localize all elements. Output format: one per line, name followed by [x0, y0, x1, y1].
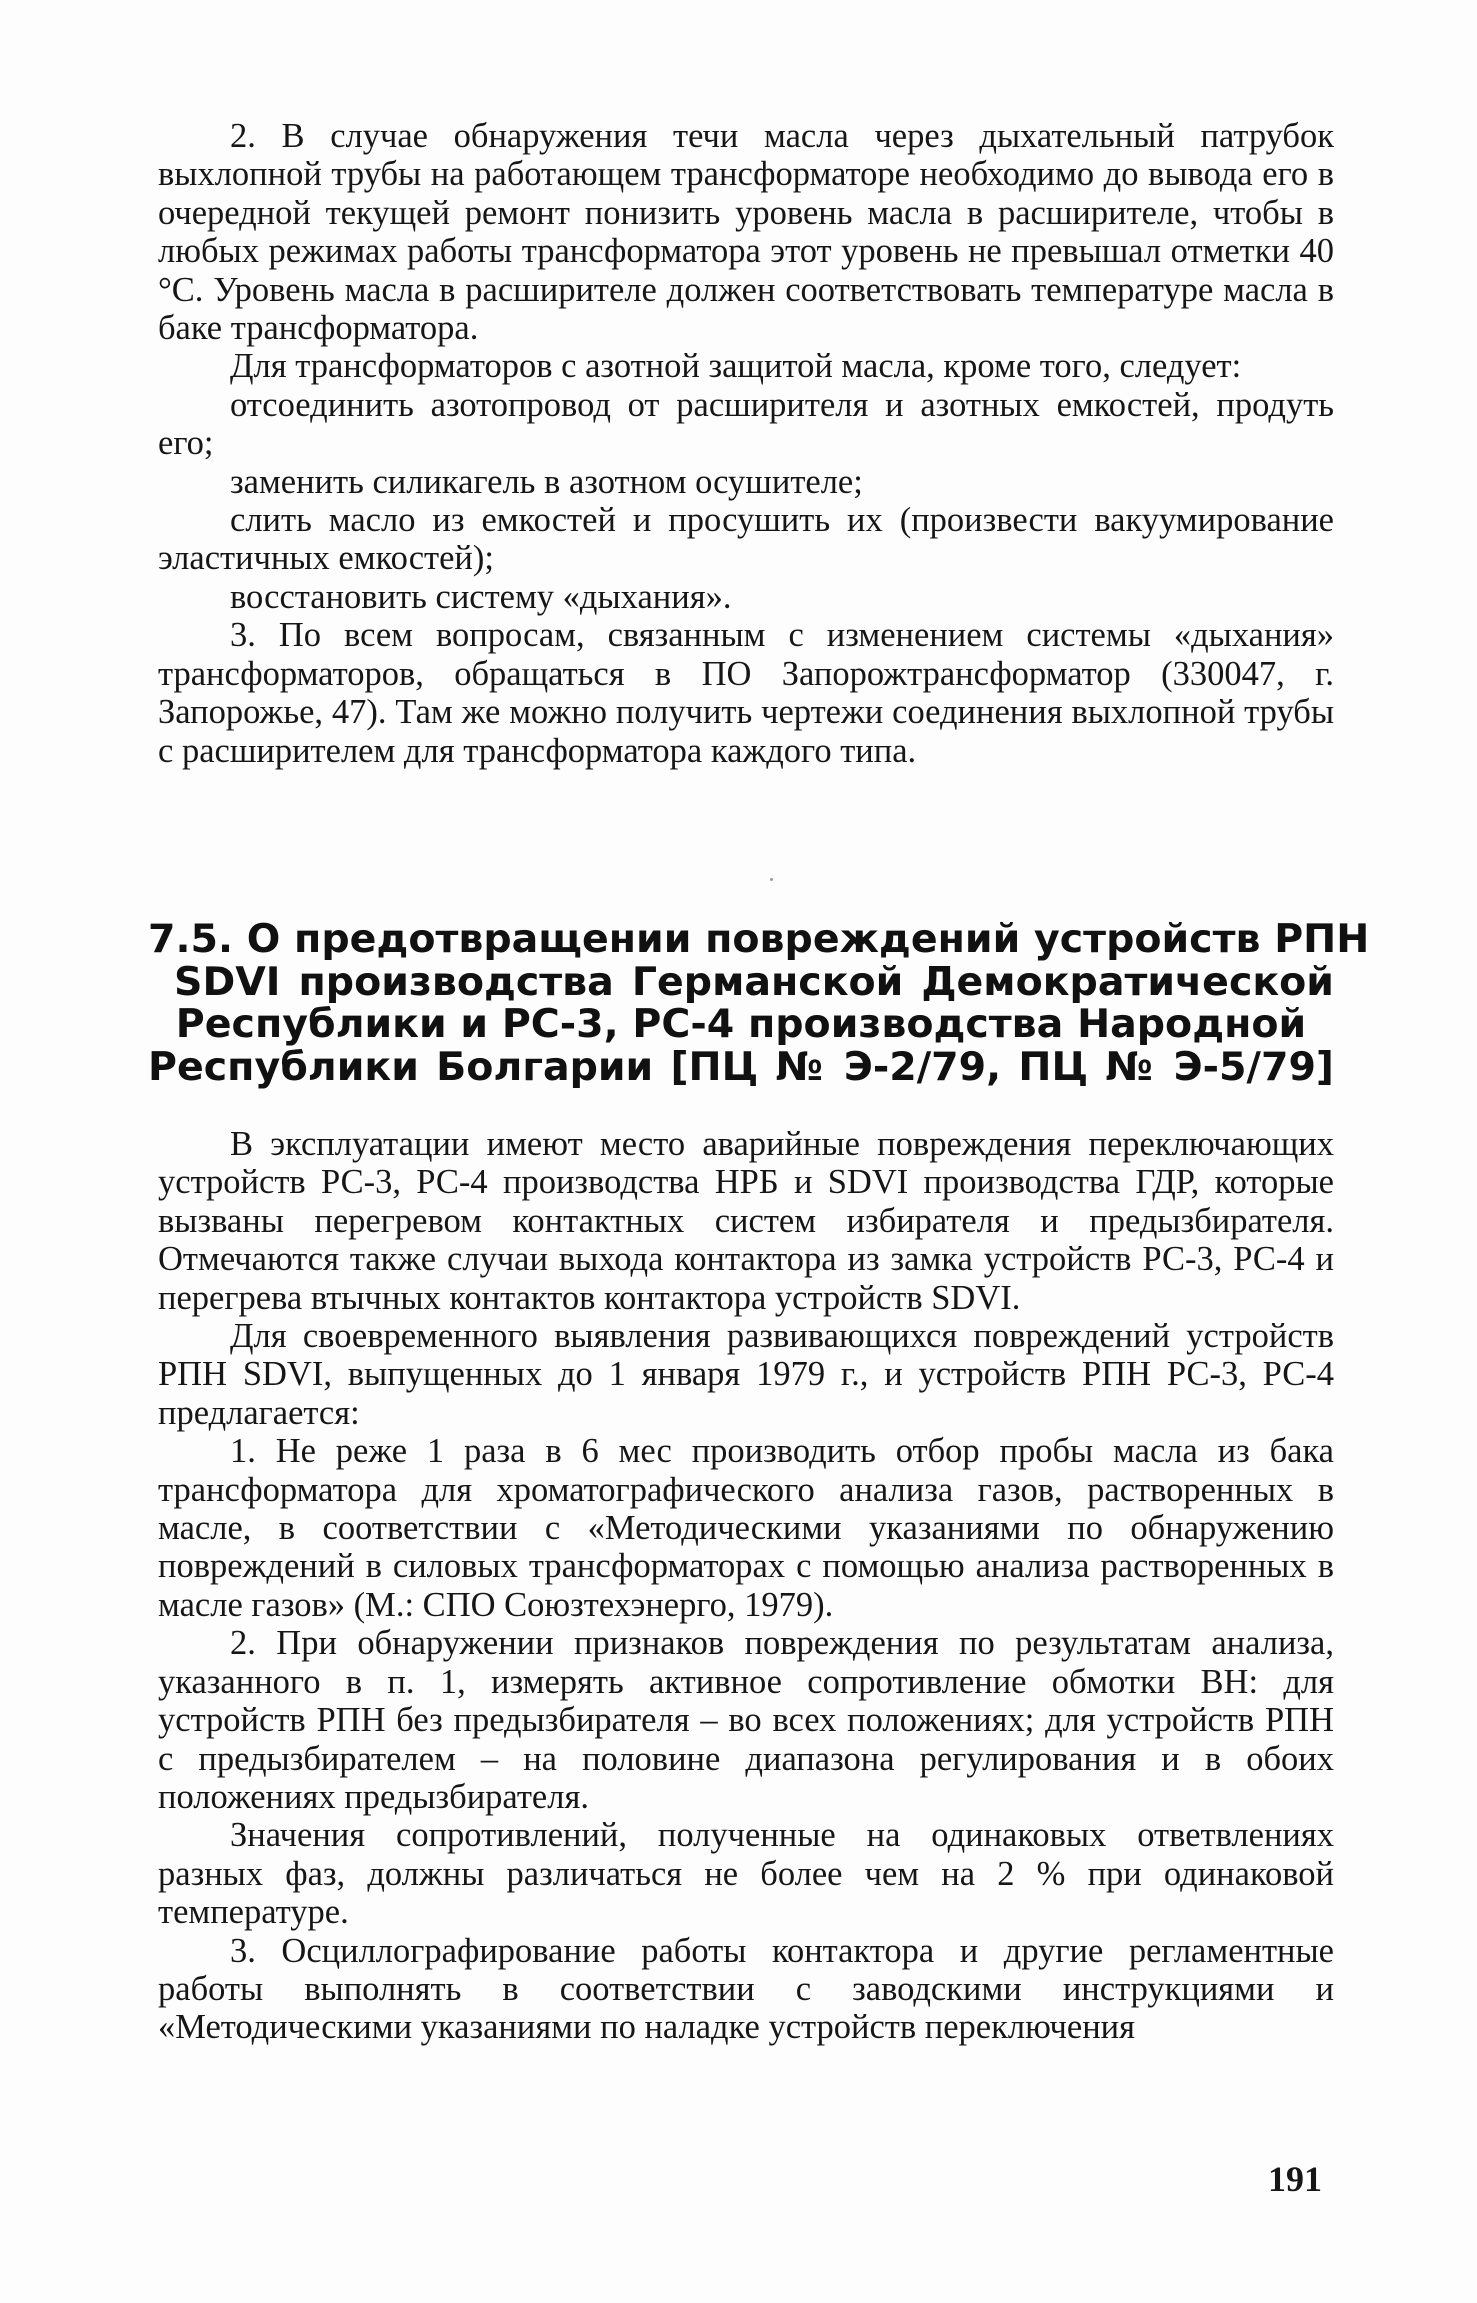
paragraph-detection-intro: Для своевременного выявления развивающихся повреждений устройств РПН SDVI, выпущенных до 1 января 1979 г., и устройств РПН РС-3, РС-4 предлагается: [158, 1317, 1334, 1432]
paragraph-replace-silica: заменить силикагель в азотном осушителе; [230, 462, 863, 501]
heading-line-2: SDVI производства Германской Демократической [174, 958, 1334, 1005]
section-heading [148, 916, 1370, 1090]
paragraph-failures: В эксплуатации имеют место аварийные повреждения переключающих устройств РС-3, РС-4 производства НРБ и SDVI производства ГДР, которые вызваны перегревом контактных систем избирателя и предызбирателя. Отмечаются также случаи выхода контактора из замка устройств РС-3, РС-4 и перегрева втычных контактов контактора устройств SDVI. [158, 1125, 1334, 1317]
text-block-lower [158, 1125, 1334, 2047]
print-speck [770, 878, 773, 881]
paragraph-disconnect-pipe: отсоединить азотопровод от расширителя и азотных емкостей, продуть его; [158, 385, 1334, 463]
heading-line-3: Республики и РС-3, РС-4 производства Народной [175, 1001, 1307, 1047]
paragraph-drain-oil: слить масло из емкостей и просушить их (произвести вакуумирование эластичных емкостей); [158, 501, 1334, 578]
page-number: 191 [1268, 2159, 1322, 2199]
paragraph-item-1: 1. Не реже 1 раза в 6 мес производить отбор пробы масла из бака трансформатора для хроматографического анализа газов, растворенных в масле, в соответствии с «Методическими указаниями по обнаружению повреждений в силовых трансформаторах с помощью анализа растворенных в масле газов» (М.: СПО Союзтехэнерго, 1979). [158, 1432, 1334, 1624]
text-block-upper [158, 117, 1334, 770]
heading-line-4: Республики Болгарии [ПЦ № Э-2/79, ПЦ № Э-5/79] [148, 1043, 1334, 1090]
paragraph-oil-leak: 2. В случае обнаружения течи масла через дыхательный патрубок выхлопной трубы на работающем трансформаторе необходимо до вывода его в очередной текущей ремонт понизить уровень масла в расширителе, чтобы в любых режимах работы трансформатора этот уровень не превышал отметки 40 °C. Уровень масла в расширителе должен соответствовать температуре масла в баке трансформатора. [158, 117, 1334, 348]
paragraph-resistance-values: Значения сопротивлений, полученные на одинаковых ответвлениях разных фаз, должны различаться не более чем на 2 % при одинаковой температуре. [158, 1816, 1334, 1932]
paragraph-item-3: 3. Осциллографирование работы контактора и другие регламентные работы выполнять в соответствии с заводскими инструкциями и «Методическими указаниями по наладке устройств переключения [158, 1931, 1334, 2047]
paragraph-restore-breathing: восстановить систему «дыхания». [230, 577, 732, 616]
paragraph-nitrogen-intro: Для трансформаторов с азотной защитой масла, кроме того, следует: [230, 347, 1242, 386]
paragraph-contact-info: 3. По всем вопросам, связанным с изменением системы «дыхания» трансформаторов, обращаться в ПО Запорожтрансформатор (330047, г. Запорожье, 47). Там же можно получить чертежи соединения выхлопной трубы с расширителем для трансформатора каждого типа. [158, 616, 1334, 770]
paragraph-item-2: 2. При обнаружении признаков повреждения по результатам анализа, указанного в п. 1, измерять активное сопротивление обмотки ВН: для устройств РПН без предызбирателя – во всех положениях; для устройств РПН с предызбирателем – на половине диапазона регулирования и в обоих положениях предызбирателя. [158, 1624, 1334, 1816]
heading-line-1: 7.5. О предотвращении повреждений устройств РПН [148, 916, 1370, 962]
